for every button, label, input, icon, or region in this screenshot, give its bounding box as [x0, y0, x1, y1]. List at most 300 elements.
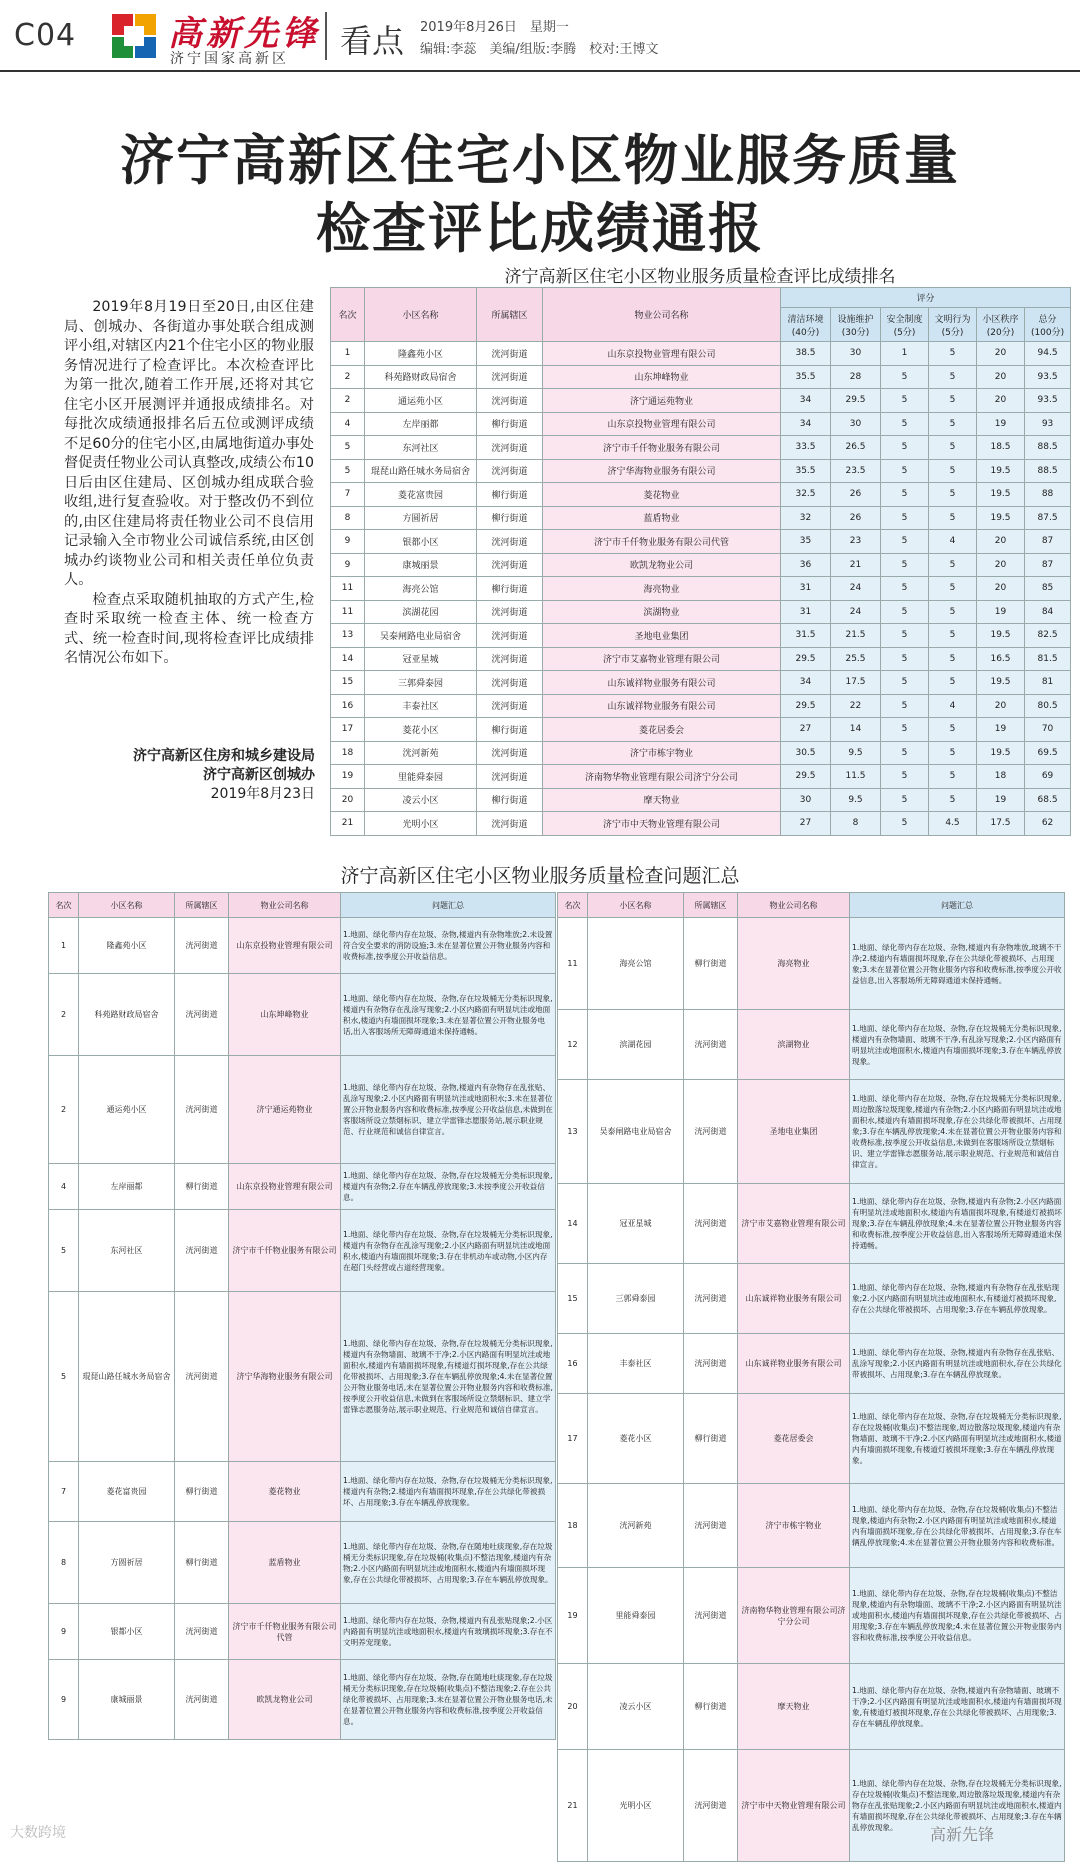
summary-cell-company: 济宁通运苑物业 — [229, 1056, 341, 1164]
summary-table-title: 济宁高新区住宅小区物业服务质量检查问题汇总 — [340, 865, 740, 887]
cell-clean-score: 32 — [781, 506, 831, 530]
summary-cell-district: 洸河街道 — [684, 1080, 738, 1184]
summary-cell-company: 济南物华物业管理有限公司济宁分公司 — [738, 1568, 850, 1664]
cell-facility-score: 26.5 — [831, 436, 881, 460]
cell-district: 洸河街道 — [477, 553, 543, 577]
cell-clean-score: 38.5 — [781, 342, 831, 366]
cell-order-score: 16.5 — [977, 647, 1025, 671]
summary-cell-company: 菱花居委会 — [738, 1394, 850, 1484]
cell-district: 洸河街道 — [477, 765, 543, 789]
cell-company: 摩天物业 — [543, 788, 781, 812]
cell-total-score: 93.5 — [1025, 389, 1071, 413]
cell-community-name: 琨琵山路任城水务局宿舍 — [365, 459, 477, 483]
cell-facility-score: 9.5 — [831, 741, 881, 765]
cell-total-score: 70 — [1025, 718, 1071, 742]
summary-cell-rank: 2 — [49, 974, 79, 1056]
cell-rank: 18 — [331, 741, 365, 765]
cell-civility-score: 5 — [929, 624, 977, 648]
table-row — [331, 483, 1071, 507]
cell-clean-score: 33.5 — [781, 436, 831, 460]
score-header: 评分 — [781, 288, 1071, 308]
intro-paragraph-1: 2019年8月19日至20日,由区住建局、创城办、各街道办事处联合组成测评小组,对辖区内21个住宅小区的物业服务情况进行了检查评比。本次检查评比为第一批次,随着工作开展,还将对其它住宅小区开展测评并通报成绩排名。对每批次成绩通报排名后五位或测评成绩不足60分的住宅小区,由属地街道办事处督促责任物业公司认真整改,成绩公布10日后由区住建局、区创城办组成联合验收组,进行复查验收。对于整改仍不到位的,由区住建局将责任物业公司不良信用记录输入全市物业公司诚信系统,由区创城办约谈物业公司和相关责任单位负责人。 — [64, 299, 314, 588]
cell-order-score: 19 — [977, 788, 1025, 812]
summary-table-left — [48, 892, 556, 1740]
cell-total-score: 69.5 — [1025, 741, 1071, 765]
cell-community-name: 银都小区 — [365, 530, 477, 554]
summary-cell-company: 济宁市艾嘉物业管理有限公司 — [738, 1184, 850, 1264]
summary-cell-issues: 1.地面、绿化带内存在垃圾、杂物,存在垃圾桶无分类标识现象,楼道内有杂物存在乱涂写现象;2.小区内路面有明显坑洼或地面积水,楼道内有墙面损坏现象;3.未在显著位置公开物业服务电话,出入客服场所无障碍通道未保持通畅。 — [341, 974, 556, 1056]
cell-civility-score: 5 — [929, 788, 977, 812]
summary-cell-company: 山东诚祥物业服务有限公司 — [738, 1334, 850, 1394]
brand-subtitle: 济宁国家高新区 — [170, 51, 289, 67]
cell-order-score: 19.5 — [977, 624, 1025, 648]
summary-cell-company: 圣地电业集团 — [738, 1080, 850, 1184]
summary-company-header: 物业公司名称 — [738, 893, 850, 918]
rank-table-title: 济宁高新区住宅小区物业服务质量检查评比成绩排名 — [504, 267, 896, 287]
cell-order-score: 20 — [977, 365, 1025, 389]
cell-safety-score: 1 — [881, 342, 929, 366]
cell-safety-score: 5 — [881, 412, 929, 436]
cell-rank: 8 — [331, 506, 365, 530]
cell-order-score: 17.5 — [977, 812, 1025, 836]
summary-cell-issues: 1.地面、绿化带内存在垃圾、杂物,存在垃圾桶无分类标识现象,楼道内有杂物墙面、玻璃不干净,有乱涂写现象;2.小区内路面有明显坑洼或地面积水,楼道内有墙面损坏现象;3.存在车辆乱停放现象。 — [850, 1010, 1065, 1080]
list-item — [558, 1080, 1065, 1184]
summary-cell-company: 滨湖物业 — [738, 1010, 850, 1080]
cell-district: 洸河街道 — [477, 342, 543, 366]
cell-company: 济宁市中天物业管理有限公司 — [543, 812, 781, 836]
cell-civility-score: 4 — [929, 530, 977, 554]
summary-cell-name: 光明小区 — [588, 1750, 684, 1862]
summary-cell-rank: 7 — [49, 1462, 79, 1522]
cell-safety-score: 5 — [881, 600, 929, 624]
cell-rank: 5 — [331, 436, 365, 460]
cell-company: 济宁市艾嘉物业管理有限公司 — [543, 647, 781, 671]
cell-district: 柳行街道 — [477, 577, 543, 601]
score-col-max: (100分) — [1030, 327, 1065, 338]
table-row — [331, 365, 1071, 389]
summary-cell-rank: 17 — [558, 1394, 588, 1484]
cell-company: 山东京投物业管理有限公司 — [543, 342, 781, 366]
cell-civility-score: 4.5 — [929, 812, 977, 836]
cell-rank: 21 — [331, 812, 365, 836]
summary-company-header: 物业公司名称 — [229, 893, 341, 918]
summary-cell-rank: 9 — [49, 1604, 79, 1660]
table-row — [331, 553, 1071, 577]
summary-cell-name: 银都小区 — [79, 1604, 175, 1660]
cell-total-score: 87 — [1025, 530, 1071, 554]
cell-district: 柳行街道 — [477, 483, 543, 507]
summary-cell-company: 济宁市千仟物业服务有限公司 — [229, 1210, 341, 1292]
cell-order-score: 20 — [977, 694, 1025, 718]
cell-facility-score: 24 — [831, 577, 881, 601]
summary-cell-company: 济宁市中天物业管理有限公司 — [738, 1750, 850, 1862]
summary-cell-district: 洸河街道 — [684, 1750, 738, 1862]
summary-cell-company: 山东京投物业管理有限公司 — [229, 918, 341, 974]
cell-total-score: 88 — [1025, 483, 1071, 507]
cell-safety-score: 5 — [881, 624, 929, 648]
cell-clean-score: 34 — [781, 412, 831, 436]
cell-total-score: 87.5 — [1025, 506, 1071, 530]
cell-district: 洸河街道 — [477, 671, 543, 695]
cell-community-name: 菱花富贵园 — [365, 483, 477, 507]
cell-rank: 1 — [331, 342, 365, 366]
summary-name-header: 小区名称 — [588, 893, 684, 918]
cell-company: 滨湖物业 — [543, 600, 781, 624]
cell-order-score: 19.5 — [977, 741, 1025, 765]
summary-cell-rank: 8 — [49, 1522, 79, 1604]
cell-facility-score: 8 — [831, 812, 881, 836]
list-item — [558, 1568, 1065, 1664]
cell-safety-score: 5 — [881, 553, 929, 577]
cell-rank: 11 — [331, 600, 365, 624]
cell-civility-score: 5 — [929, 389, 977, 413]
cell-community-name: 菱花小区 — [365, 718, 477, 742]
cell-rank: 20 — [331, 788, 365, 812]
summary-district-header: 所属辖区 — [684, 893, 738, 918]
cell-district: 柳行街道 — [477, 788, 543, 812]
cell-district: 洸河街道 — [477, 365, 543, 389]
summary-cell-issues: 1.地面、绿化带内存在垃圾、杂物,楼道内有杂物存在乱张贴现象;2.小区内路面有明显坑洼或地面积水,有楼道灯被损坏现象,存在公共绿化带被损坏、占用现象;3.存在车辆乱停放现象。 — [850, 1264, 1065, 1334]
cell-safety-score: 5 — [881, 741, 929, 765]
summary-cell-company: 菱花物业 — [229, 1462, 341, 1522]
cell-total-score: 88.5 — [1025, 436, 1071, 460]
section-name: 看点 — [340, 22, 405, 60]
summary-issues-header: 问题汇总 — [341, 893, 556, 918]
list-item — [49, 1604, 556, 1660]
summary-cell-issues: 1.地面、绿化带内存在垃圾、杂物,存在垃圾桶无分类标识现象,存在垃圾桶(收集点)不整洁现象,周边散落垃圾现象,楼道内有杂物墙面、玻璃不干净;2.小区内路面有明显坑洼或地面积水,楼道内有墙面损坏现象,有楼道灯被损坏现象;3.存在车辆乱停放现象。 — [850, 1394, 1065, 1484]
cell-community-name: 光明小区 — [365, 812, 477, 836]
summary-cell-issues: 1.地面、绿化带内存在垃圾、杂物,存在垃圾桶无分类标识现象,周边散落垃圾现象,楼道内有杂物;2.小区内路面有明显坑洼或地面积水,楼道内有墙面损坏现象,存在公共绿化带被损坏、占用现象;3.存在车辆乱停放现象;4.未在显著位置公开物业服务内容和收费标准,按季度公开收益信息,未做到在客服场所设立禁烟标识、建立学雷锋志愿服务站,展示职业规范、行业规范和诚信自律宣言。 — [850, 1080, 1065, 1184]
cell-community-name: 三郭舜泰园 — [365, 671, 477, 695]
cell-civility-score: 5 — [929, 647, 977, 671]
summary-cell-district: 洸河街道 — [684, 1484, 738, 1568]
summary-cell-company: 济宁市千仟物业服务有限公司代管 — [229, 1604, 341, 1660]
cell-civility-score: 5 — [929, 342, 977, 366]
summary-cell-district: 洸河街道 — [175, 1292, 229, 1462]
cell-company: 济宁通运苑物业 — [543, 389, 781, 413]
cell-order-score: 20 — [977, 342, 1025, 366]
cell-facility-score: 25.5 — [831, 647, 881, 671]
score-col-header — [831, 308, 881, 342]
summary-cell-district: 洸河街道 — [684, 1184, 738, 1264]
cell-rank: 17 — [331, 718, 365, 742]
cell-civility-score: 4 — [929, 694, 977, 718]
summary-cell-district: 柳行街道 — [684, 1394, 738, 1484]
list-item — [558, 1484, 1065, 1568]
list-item — [49, 1462, 556, 1522]
cell-clean-score: 31 — [781, 577, 831, 601]
cell-company: 菱花居委会 — [543, 718, 781, 742]
cell-company: 菱花物业 — [543, 483, 781, 507]
summary-cell-rank: 14 — [558, 1184, 588, 1264]
summary-rank-header: 名次 — [558, 893, 588, 918]
cell-rank: 16 — [331, 694, 365, 718]
cell-order-score: 19 — [977, 600, 1025, 624]
cell-community-name: 通运苑小区 — [365, 389, 477, 413]
cell-civility-score: 5 — [929, 765, 977, 789]
score-col-max: (5分) — [941, 327, 964, 338]
cell-facility-score: 30 — [831, 342, 881, 366]
cell-community-name: 海亮公馆 — [365, 577, 477, 601]
cell-safety-score: 5 — [881, 530, 929, 554]
score-col-label: 设施维护 — [837, 314, 874, 325]
cell-order-score: 20 — [977, 553, 1025, 577]
cell-community-name: 丰泰社区 — [365, 694, 477, 718]
cell-civility-score: 5 — [929, 436, 977, 460]
header-divider — [325, 12, 327, 60]
signature-office: 济宁高新区创城办 — [203, 767, 315, 783]
summary-cell-district: 洸河街道 — [175, 918, 229, 974]
summary-cell-issues: 1.地面、绿化带内存在垃圾、杂物,存在垃圾桶无分类标识现象,楼道内有杂物存在乱涂写现象;2.小区内路面有明显坑洼或地面积水,楼道内有墙面损坏现象;3.存在非机动车或动物,小区内存在超门头经营或占道经营现象。 — [341, 1210, 556, 1292]
table-row — [331, 647, 1071, 671]
summary-cell-name: 方圆祈居 — [79, 1522, 175, 1604]
cell-safety-score: 5 — [881, 812, 929, 836]
cell-rank: 2 — [331, 389, 365, 413]
name-header: 小区名称 — [365, 288, 477, 342]
summary-cell-district: 洸河街道 — [684, 1334, 738, 1394]
cell-company: 圣地电业集团 — [543, 624, 781, 648]
score-col-header — [977, 308, 1025, 342]
cell-total-score: 85 — [1025, 577, 1071, 601]
cell-rank: 2 — [331, 365, 365, 389]
cell-rank: 4 — [331, 412, 365, 436]
cell-company: 欧凯龙物业公司 — [543, 553, 781, 577]
summary-issues-header: 问题汇总 — [850, 893, 1065, 918]
rank-table — [330, 287, 1071, 836]
summary-cell-rank: 9 — [49, 1660, 79, 1740]
list-item — [558, 1010, 1065, 1080]
cell-rank: 11 — [331, 577, 365, 601]
summary-cell-name: 科苑路财政局宿舍 — [79, 974, 175, 1056]
cell-total-score: 84 — [1025, 600, 1071, 624]
table-row — [331, 577, 1071, 601]
summary-cell-name: 菱花富贵园 — [79, 1462, 175, 1522]
summary-cell-rank: 12 — [558, 1010, 588, 1080]
score-col-max: (5分) — [893, 327, 916, 338]
cell-company: 济宁市栋宇物业 — [543, 741, 781, 765]
list-item — [49, 974, 556, 1056]
summary-cell-rank: 21 — [558, 1750, 588, 1862]
cell-safety-score: 5 — [881, 765, 929, 789]
cell-order-score: 19.5 — [977, 483, 1025, 507]
summary-cell-name: 通运苑小区 — [79, 1056, 175, 1164]
cell-company: 山东诚祥物业服务有限公司 — [543, 671, 781, 695]
cell-order-score: 20 — [977, 530, 1025, 554]
table-row — [331, 412, 1071, 436]
summary-cell-name: 洸河新苑 — [588, 1484, 684, 1568]
list-item — [49, 918, 556, 974]
summary-cell-company: 济宁市栋宇物业 — [738, 1484, 850, 1568]
cell-total-score: 82.5 — [1025, 624, 1071, 648]
summary-cell-district: 柳行街道 — [175, 1522, 229, 1604]
table-row — [331, 506, 1071, 530]
cell-safety-score: 5 — [881, 365, 929, 389]
summary-cell-name: 三郭舜泰园 — [588, 1264, 684, 1334]
cell-order-score: 19.5 — [977, 459, 1025, 483]
district-header: 所属辖区 — [477, 288, 543, 342]
cell-facility-score: 17.5 — [831, 671, 881, 695]
list-item — [558, 1184, 1065, 1264]
list-item — [49, 1660, 556, 1740]
cell-order-score: 19.5 — [977, 671, 1025, 695]
summary-cell-company: 济宁华海物业服务有限公司 — [229, 1292, 341, 1462]
cell-facility-score: 23 — [831, 530, 881, 554]
summary-cell-district: 洸河街道 — [175, 1660, 229, 1740]
summary-cell-name: 里能舜泰园 — [588, 1568, 684, 1664]
cell-company: 山东坤峰物业 — [543, 365, 781, 389]
table-row — [331, 671, 1071, 695]
cell-total-score: 62 — [1025, 812, 1071, 836]
cell-district: 洸河街道 — [477, 530, 543, 554]
cell-facility-score: 21.5 — [831, 624, 881, 648]
cell-rank: 5 — [331, 459, 365, 483]
cell-district: 柳行街道 — [477, 718, 543, 742]
summary-cell-name: 左岸丽都 — [79, 1164, 175, 1210]
cell-order-score: 20 — [977, 389, 1025, 413]
summary-cell-issues: 1.地面、绿化带内存在垃圾、杂物,楼道内有杂物存在乱张贴、乱涂写现象;2.小区内路面有明显坑洼或地面积水,存在公共绿化带被损坏、占用现象;3.存在车辆乱停放现象。 — [850, 1334, 1065, 1394]
cell-facility-score: 21 — [831, 553, 881, 577]
cell-company: 山东京投物业管理有限公司 — [543, 412, 781, 436]
summary-cell-issues: 1.地面、绿化带内存在垃圾、杂物,存在垃圾桶无分类标识现象,存在垃圾桶(收集点)不整洁现象,周边散落垃圾现象,楼道内有杂物存在乱张贴现象;2.小区内路面有明显坑洼或地面积水,楼道内有墙面损坏现象,存在公共绿化带被损坏、占用现象;3.存在车辆乱停放现象。 — [850, 1750, 1065, 1862]
summary-cell-rank: 18 — [558, 1484, 588, 1568]
cell-community-name: 康城丽景 — [365, 553, 477, 577]
cell-rank: 13 — [331, 624, 365, 648]
newspaper-logo-icon — [110, 12, 158, 60]
cell-total-score: 88.5 — [1025, 459, 1071, 483]
cell-clean-score: 32.5 — [781, 483, 831, 507]
summary-cell-district: 洸河街道 — [684, 1010, 738, 1080]
cell-facility-score: 26 — [831, 483, 881, 507]
cell-civility-score: 5 — [929, 577, 977, 601]
cell-clean-score: 29.5 — [781, 694, 831, 718]
table-row — [331, 459, 1071, 483]
list-item — [49, 1522, 556, 1604]
summary-cell-company: 摩天物业 — [738, 1664, 850, 1750]
summary-cell-issues: 1.地面、绿化带内存在垃圾、杂物,楼道内有乱张贴现象;2.小区内路面有明显坑洼或地面积水,楼道内有玻璃损坏现象;3.存在不文明养宠现象。 — [341, 1604, 556, 1660]
summary-cell-district: 洸河街道 — [175, 974, 229, 1056]
cell-district: 洸河街道 — [477, 647, 543, 671]
summary-cell-name: 海亮公馆 — [588, 918, 684, 1010]
table-row — [331, 765, 1071, 789]
cell-civility-score: 5 — [929, 741, 977, 765]
cell-clean-score: 36 — [781, 553, 831, 577]
summary-rank-header: 名次 — [49, 893, 79, 918]
summary-cell-name: 滨湖花园 — [588, 1010, 684, 1080]
list-item — [558, 1664, 1065, 1750]
cell-community-name: 科苑路财政局宿舍 — [365, 365, 477, 389]
score-col-max: (30分) — [841, 327, 870, 338]
cell-clean-score: 29.5 — [781, 765, 831, 789]
cell-community-name: 凌云小区 — [365, 788, 477, 812]
cell-community-name: 方圆祈居 — [365, 506, 477, 530]
summary-cell-district: 洸河街道 — [175, 1604, 229, 1660]
cell-company: 蓝盾物业 — [543, 506, 781, 530]
brand-name: 高新先锋 — [168, 14, 320, 54]
summary-cell-rank: 20 — [558, 1664, 588, 1750]
score-col-label: 总分 — [1038, 314, 1057, 325]
cell-safety-score: 5 — [881, 459, 929, 483]
table-row — [331, 718, 1071, 742]
summary-cell-company: 欧凯龙物业公司 — [229, 1660, 341, 1740]
cell-total-score: 81.5 — [1025, 647, 1071, 671]
list-item — [558, 918, 1065, 1010]
cell-district: 洸河街道 — [477, 624, 543, 648]
summary-cell-company: 蓝盾物业 — [229, 1522, 341, 1604]
cell-clean-score: 35.5 — [781, 365, 831, 389]
cell-district: 洸河街道 — [477, 436, 543, 460]
list-item — [49, 1056, 556, 1164]
cell-total-score: 94.5 — [1025, 342, 1071, 366]
cell-rank: 19 — [331, 765, 365, 789]
cell-district: 柳行街道 — [477, 506, 543, 530]
summary-cell-company: 山东坤峰物业 — [229, 974, 341, 1056]
score-col-label: 安全制度 — [886, 314, 923, 325]
score-col-header — [781, 308, 831, 342]
cell-district: 洸河街道 — [477, 600, 543, 624]
watermark-left: 大数跨境 — [10, 1825, 66, 1841]
summary-district-header: 所属辖区 — [175, 893, 229, 918]
summary-cell-issues: 1.地面、绿化带内存在垃圾、杂物,楼道内有杂物;2.小区内路面有明显坑洼或地面积水,楼道内有墙面损坏现象,有楼道灯被损坏现象;3.存在车辆乱停放现象;4.未在显著位置公开物业服务内容和收费标准,按季度公开收益信息,出入客服场所无障碍通道未保持通畅。 — [850, 1184, 1065, 1264]
table-row — [331, 788, 1071, 812]
cell-rank: 14 — [331, 647, 365, 671]
cell-total-score: 69 — [1025, 765, 1071, 789]
cell-civility-score: 5 — [929, 365, 977, 389]
cell-company: 山东诚祥物业服务有限公司 — [543, 694, 781, 718]
summary-cell-rank: 1 — [49, 918, 79, 974]
score-col-max: (20分) — [986, 327, 1015, 338]
editor-credits: 编辑:李蕊 美编/组版:李腾 校对:王博文 — [420, 42, 659, 57]
table-row — [331, 624, 1071, 648]
list-item — [49, 1164, 556, 1210]
cell-clean-score: 27 — [781, 718, 831, 742]
signature-bureau: 济宁高新区住房和城乡建设局 — [133, 748, 315, 764]
cell-total-score: 93 — [1025, 412, 1071, 436]
summary-cell-issues: 1.地面、绿化带内存在垃圾、杂物,存在垃圾桶(收集点)不整洁现象,楼道内有杂物墙面、玻璃不干净;2.小区内路面有明显坑洼或地面积水,楼道内有墙面损坏现象,存在公共绿化带被损坏、占用现象;3.存在车辆乱停放现象;4.未在显著位置公开物业服务内容和收费标准,按季度公开收益信息。 — [850, 1568, 1065, 1664]
summary-cell-name: 冠亚星城 — [588, 1184, 684, 1264]
cell-district: 洸河街道 — [477, 459, 543, 483]
cell-district: 柳行街道 — [477, 412, 543, 436]
intro-article — [64, 298, 314, 669]
summary-cell-name: 菱花小区 — [588, 1394, 684, 1484]
cell-facility-score: 9.5 — [831, 788, 881, 812]
table-row — [331, 342, 1071, 366]
cell-civility-score: 5 — [929, 412, 977, 436]
cell-total-score: 87 — [1025, 553, 1071, 577]
summary-cell-issues: 1.地面、绿化带内存在垃圾、杂物,存在垃圾桶无分类标识现象,楼道内有杂物;2.存在车辆乱停放现象;3.未按季度公开收益信息。 — [341, 1164, 556, 1210]
summary-cell-issues: 1.地面、绿化带内存在垃圾、杂物,楼道内有杂物存在乱张贴、乱涂写现象;2.小区内路面有明显坑洼或地面积水;3.未在显著位置公开物业服务内容和收费标准,按季度公开收益信息,未做到在客服场所设立禁烟标识、建立学雷锋志愿服务站,展示职业规范、行业规范和诚信自律宣言。 — [341, 1056, 556, 1164]
summary-cell-issues: 1.地面、绿化带内存在垃圾、杂物,存在垃圾桶(收集点)不整洁现象,楼道内有杂物;2.小区内路面有明显坑洼或地面积水,楼道内有墙面损坏现象,存在公共绿化带被损坏、占用现象;3.存在车辆乱停放现象;4.未在显著位置公开物业服务内容和收费标准。 — [850, 1484, 1065, 1568]
cell-clean-score: 29.5 — [781, 647, 831, 671]
list-item — [49, 1210, 556, 1292]
cell-facility-score: 22 — [831, 694, 881, 718]
table-row — [331, 530, 1071, 554]
score-col-label: 清洁环境 — [787, 314, 824, 325]
cell-civility-score: 5 — [929, 483, 977, 507]
summary-cell-name: 凌云小区 — [588, 1664, 684, 1750]
cell-clean-score: 35.5 — [781, 459, 831, 483]
cell-safety-score: 5 — [881, 788, 929, 812]
summary-cell-rank: 5 — [49, 1210, 79, 1292]
cell-community-name: 冠亚星城 — [365, 647, 477, 671]
summary-cell-issues: 1.地面、绿化带内存在垃圾、杂物,楼道内有杂物堆放,玻璃不干净;2.楼道内有墙面损坏现象,存在公共绿化带被损坏、占用现象;3.未在显著位置公开物业服务内容和收费标准,按季度公开收益信息,出入客服场所无障碍通道未保持通畅。 — [850, 918, 1065, 1010]
cell-clean-score: 27 — [781, 812, 831, 836]
cell-civility-score: 5 — [929, 718, 977, 742]
cell-order-score: 19 — [977, 718, 1025, 742]
summary-cell-issues: 1.地面、绿化带内存在垃圾、杂物,存在垃圾桶无分类标识现象,楼道内有杂物;2.楼道内有墙面损坏现象,存在公共绿化带被损坏、占用现象;3.存在车辆乱停放现象。 — [341, 1462, 556, 1522]
cell-community-name: 滨湖花园 — [365, 600, 477, 624]
summary-cell-district: 柳行街道 — [175, 1462, 229, 1522]
cell-total-score: 80.5 — [1025, 694, 1071, 718]
